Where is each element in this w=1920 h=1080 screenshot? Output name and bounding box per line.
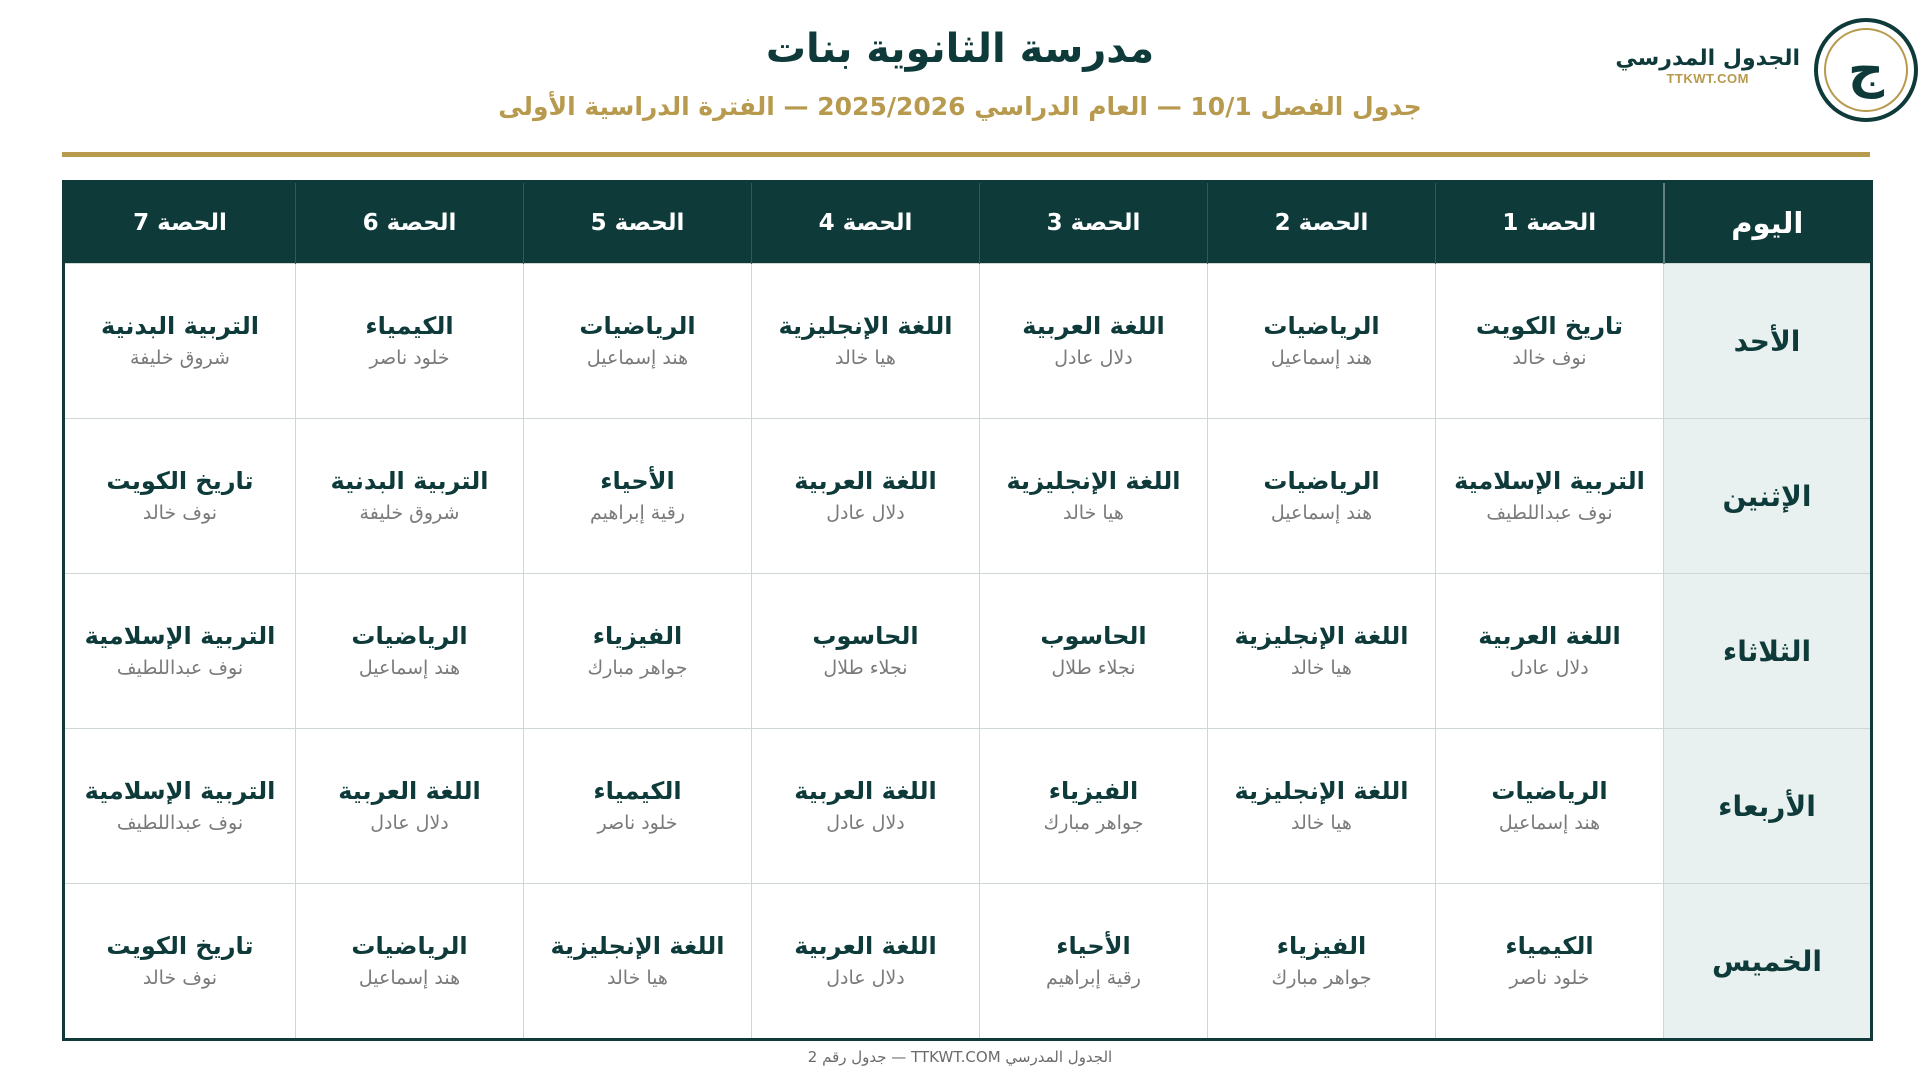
- class-cell: [1436, 729, 1664, 884]
- teacher-name: هند إسماعيل: [586, 347, 689, 369]
- teacher-name: نوف خالد: [142, 502, 218, 524]
- subject-name: الكيمياء: [593, 777, 682, 805]
- subject-name: اللغة العربية: [1478, 622, 1621, 650]
- class-cell: [980, 419, 1208, 574]
- subject-name: الأحياء: [600, 467, 675, 495]
- teacher-name: خلود ناصر: [597, 812, 678, 834]
- subject-name: اللغة الإنجليزية: [1006, 467, 1181, 495]
- class-cell: [524, 419, 752, 574]
- class-cell: [296, 729, 524, 884]
- class-cell: [752, 729, 980, 884]
- teacher-name: هند إسماعيل: [358, 657, 461, 679]
- class-cell: [1436, 419, 1664, 574]
- subject-name: التربية الإسلامية: [1454, 467, 1645, 495]
- subject-name: اللغة العربية: [1022, 312, 1165, 340]
- subject-name: اللغة العربية: [794, 467, 937, 495]
- subject-name: اللغة العربية: [338, 777, 481, 805]
- period-header: الحصة 1: [1436, 182, 1664, 264]
- teacher-name: هيا خالد: [1063, 502, 1124, 524]
- header-divider: [62, 152, 1870, 157]
- day-column-header: اليوم: [1664, 182, 1872, 264]
- class-cell: [64, 419, 296, 574]
- day-cell: الثلاثاء: [1664, 574, 1872, 729]
- class-cell: [980, 574, 1208, 729]
- teacher-name: نوف عبداللطيف: [1486, 502, 1613, 524]
- subject-name: التربية الإسلامية: [84, 622, 276, 650]
- class-cell: [980, 884, 1208, 1040]
- teacher-name: نوف عبداللطيف: [116, 657, 244, 679]
- class-cell: [64, 264, 296, 419]
- table-row: [64, 884, 1872, 1040]
- class-cell: [1208, 574, 1436, 729]
- teacher-name: هيا خالد: [1291, 657, 1352, 679]
- teacher-name: شروق خليفة: [130, 347, 230, 369]
- teacher-name: نجلاء طلال: [1051, 657, 1136, 679]
- subject-name: الكيمياء: [1505, 932, 1594, 960]
- class-cell: [980, 264, 1208, 419]
- subject-name: الحاسوب: [812, 622, 919, 650]
- teacher-name: جواهر مبارك: [1271, 967, 1372, 989]
- table-row: [64, 574, 1872, 729]
- class-cell: [1208, 264, 1436, 419]
- class-cell: [64, 574, 296, 729]
- teacher-name: دلال عادل: [826, 812, 905, 834]
- teacher-name: دلال عادل: [826, 502, 905, 524]
- subject-name: اللغة الإنجليزية: [1234, 622, 1409, 650]
- teacher-name: نوف عبداللطيف: [116, 812, 244, 834]
- page-title: مدرسة الثانوية بنات: [765, 26, 1155, 72]
- class-cell: [524, 729, 752, 884]
- teacher-name: هيا خالد: [1291, 812, 1352, 834]
- subject-name: الكيمياء: [365, 312, 454, 340]
- day-cell: الأربعاء: [1664, 729, 1872, 884]
- subject-name: الفيزياء: [1048, 777, 1139, 805]
- class-cell: [1436, 884, 1664, 1040]
- day-cell: الخميس: [1664, 884, 1872, 1040]
- class-cell: [524, 884, 752, 1040]
- class-cell: [296, 884, 524, 1040]
- class-cell: [752, 419, 980, 574]
- class-cell: [296, 574, 524, 729]
- class-cell: [296, 419, 524, 574]
- subject-name: اللغة العربية: [794, 932, 937, 960]
- subject-name: الرياضيات: [1263, 312, 1380, 340]
- subject-name: التربية البدنية: [330, 467, 489, 495]
- subject-name: التربية الإسلامية: [84, 777, 276, 805]
- period-header: الحصة 6: [296, 182, 524, 264]
- table-row: [64, 264, 1872, 419]
- teacher-name: دلال عادل: [1510, 657, 1589, 679]
- subject-name: الرياضيات: [1491, 777, 1608, 805]
- teacher-name: جواهر مبارك: [587, 657, 688, 679]
- table-row: [64, 419, 1872, 574]
- subject-name: اللغة الإنجليزية: [1234, 777, 1409, 805]
- table-row: [64, 729, 1872, 884]
- schedule-table: [62, 180, 1873, 1041]
- class-cell: [752, 884, 980, 1040]
- subject-name: اللغة العربية: [794, 777, 937, 805]
- teacher-name: دلال عادل: [370, 812, 449, 834]
- period-header: الحصة 4: [752, 182, 980, 264]
- subject-name: الرياضيات: [1263, 467, 1380, 495]
- class-cell: [64, 729, 296, 884]
- teacher-name: رقية إبراهيم: [590, 502, 685, 524]
- class-cell: [752, 574, 980, 729]
- subject-name: الفيزياء: [1276, 932, 1367, 960]
- class-cell: [1208, 419, 1436, 574]
- subject-name: التربية البدنية: [101, 312, 259, 340]
- class-cell: [1436, 264, 1664, 419]
- day-cell: الأحد: [1664, 264, 1872, 419]
- subject-name: تاريخ الكويت: [1475, 312, 1624, 340]
- day-cell: الإثنين: [1664, 419, 1872, 574]
- class-cell: [296, 264, 524, 419]
- period-header: الحصة 2: [1208, 182, 1436, 264]
- logo-name: الجدول المدرسي: [1615, 46, 1800, 71]
- header-row: [64, 182, 1872, 264]
- class-cell: [524, 264, 752, 419]
- teacher-name: دلال عادل: [1054, 347, 1133, 369]
- class-cell: [64, 884, 296, 1040]
- period-header: الحصة 3: [980, 182, 1208, 264]
- class-cell: [752, 264, 980, 419]
- teacher-name: هند إسماعيل: [1498, 812, 1601, 834]
- teacher-name: نوف خالد: [1512, 347, 1587, 369]
- teacher-name: هند إسماعيل: [1270, 502, 1373, 524]
- logo-url: TTKWT.COM: [1666, 71, 1749, 86]
- teacher-name: هيا خالد: [607, 967, 668, 989]
- logo-glyph: ج: [1847, 41, 1885, 99]
- teacher-name: خلود ناصر: [1509, 967, 1590, 989]
- class-cell: [980, 729, 1208, 884]
- teacher-name: هند إسماعيل: [358, 967, 461, 989]
- page-footer: الجدول المدرسي TTKWT.COM — جدول رقم 2: [807, 1048, 1113, 1066]
- period-header: الحصة 5: [524, 182, 752, 264]
- teacher-name: نوف خالد: [142, 967, 218, 989]
- teacher-name: نجلاء طلال: [823, 657, 908, 679]
- class-cell: [1208, 884, 1436, 1040]
- subject-name: الحاسوب: [1040, 622, 1147, 650]
- class-cell: [1436, 574, 1664, 729]
- teacher-name: رقية إبراهيم: [1046, 967, 1141, 989]
- teacher-name: جواهر مبارك: [1043, 812, 1144, 834]
- subject-name: الرياضيات: [351, 932, 468, 960]
- page-subtitle: جدول الفصل 10/1 — العام الدراسي 2025/2026 — الفترة الدراسية الأولى: [498, 92, 1422, 121]
- subject-name: الرياضيات: [351, 622, 468, 650]
- teacher-name: شروق خليفة: [359, 502, 460, 524]
- class-cell: [524, 574, 752, 729]
- teacher-name: خلود ناصر: [369, 347, 450, 369]
- subject-name: تاريخ الكويت: [106, 467, 254, 495]
- subject-name: اللغة الإنجليزية: [550, 932, 725, 960]
- subject-name: اللغة الإنجليزية: [778, 312, 953, 340]
- teacher-name: هند إسماعيل: [1270, 347, 1373, 369]
- subject-name: تاريخ الكويت: [106, 932, 254, 960]
- class-cell: [1208, 729, 1436, 884]
- subject-name: الرياضيات: [579, 312, 696, 340]
- teacher-name: هيا خالد: [835, 347, 896, 369]
- period-header: الحصة 7: [64, 182, 296, 264]
- subject-name: الفيزياء: [592, 622, 683, 650]
- teacher-name: دلال عادل: [826, 967, 905, 989]
- subject-name: الأحياء: [1056, 932, 1131, 960]
